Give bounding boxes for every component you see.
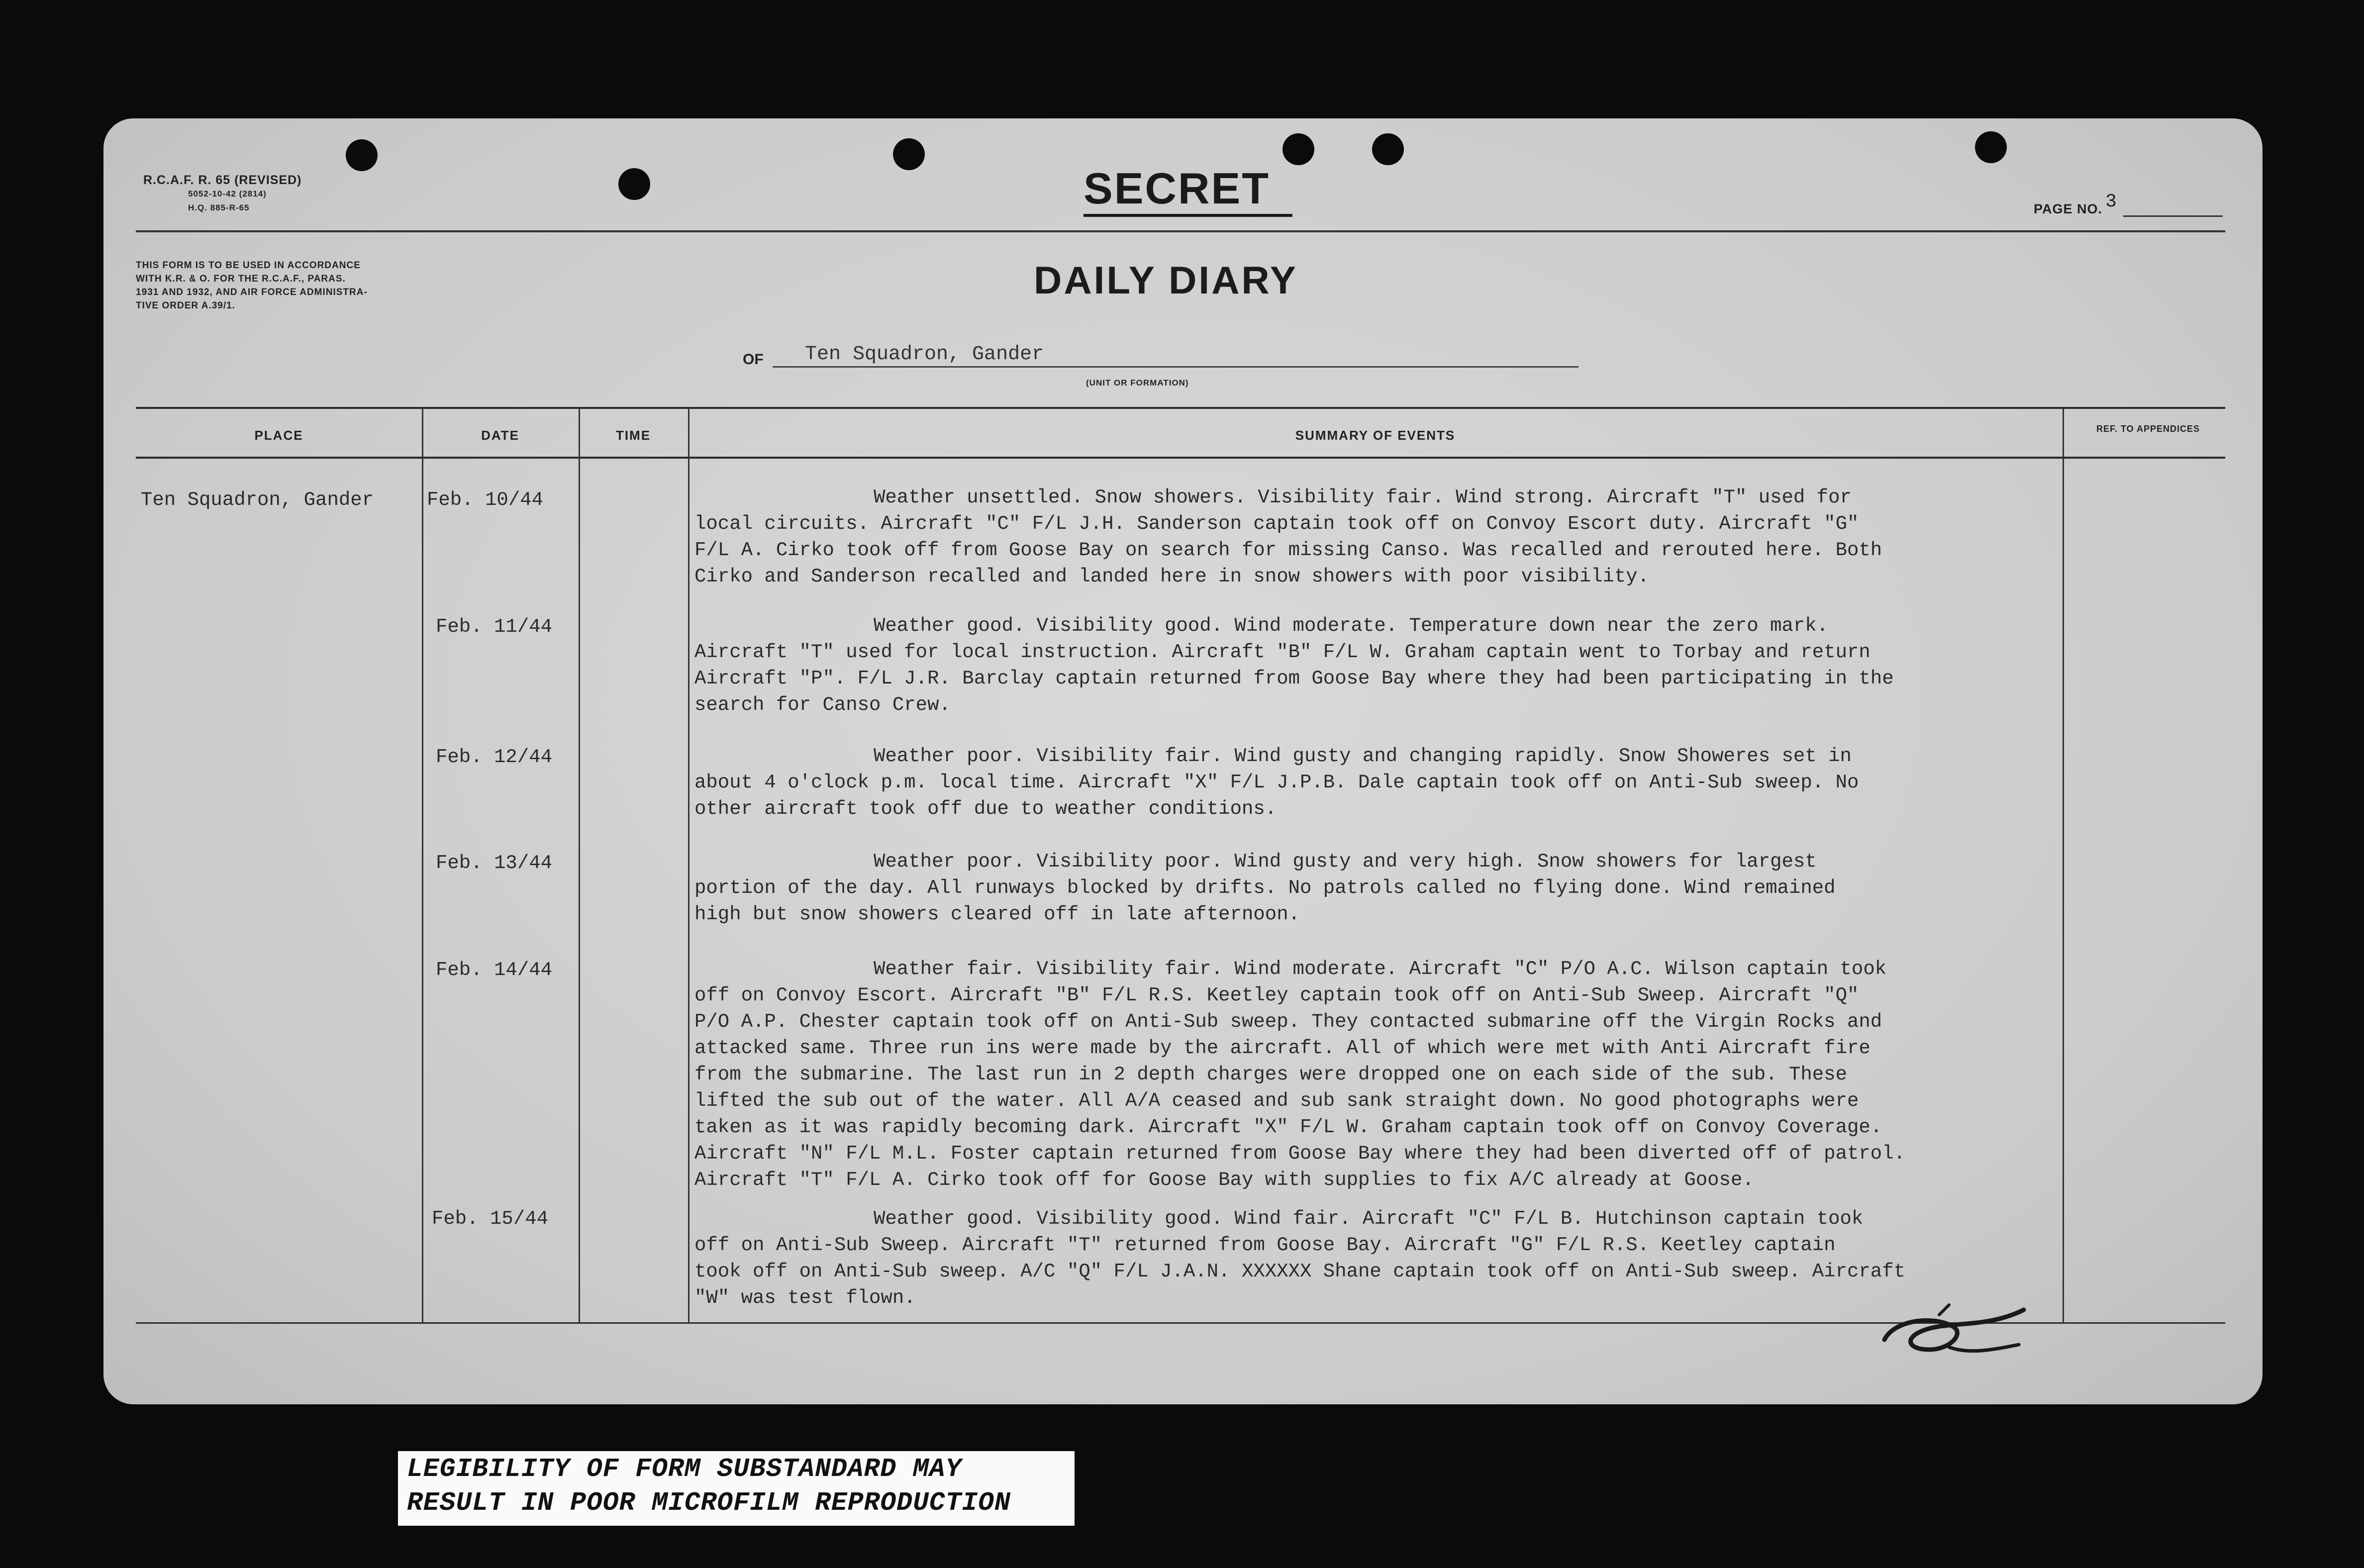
entry-date: Feb. 10/44 [427,489,544,511]
table-top-rule [136,407,2225,409]
place-value: Ten Squadron, Gander [141,489,374,511]
diary-sheet [103,118,2263,1404]
unit-value: Ten Squadron, Gander [805,343,1044,366]
page-number-field [2034,191,2117,219]
punch-hole [1282,133,1314,165]
page-number-label: PAGE NO. [2034,201,2103,216]
column-divider [422,407,423,1322]
diary-entry: Weather poor. Visibility poor. Wind gusty and very high. Snow showers for largest portion of the day. All runways blocked by drifts. No patrols called no flying done. Wind remained high but snow showers cleared off in late afternoon. [694,851,1836,925]
column-header-summary: SUMMARY OF EVENTS [1295,428,1456,443]
entry-date: Feb. 14/44 [436,959,553,981]
punch-hole [1975,131,2007,163]
microfilm-legibility-stamp: LEGIBILITY OF FORM SUBSTANDARD MAY RESULT IN POOR MICROFILM REPRODUCTION [398,1451,1075,1526]
punch-hole [346,139,378,171]
entry-date: Feb. 13/44 [436,852,553,874]
page-number-value: 3 [2105,191,2117,212]
column-divider [579,407,580,1322]
unit-caption: (UNIT OR FORMATION) [1086,378,1189,388]
column-header-date: DATE [481,428,519,443]
punch-hole [618,168,650,200]
column-header-time: TIME [615,428,651,443]
unit-underline [773,366,1578,368]
unit-of-label: OF [743,351,764,368]
form-instructions: THIS FORM IS TO BE USED IN ACCORDANCE WITH K.R. & O. FOR THE R.C.A.F., PARAS. 1931 AND 1932, AND AIR FORCE ADMINISTRA- TIVE ORDER A.39/1. [136,260,368,311]
entry-date: Feb. 15/44 [432,1208,549,1230]
diary-entry: Weather good. Visibility good. Wind moderate. Temperature down near the zero mark. Aircraft "T" used for local instruction. Aircraft "B" F/L W. Graham captain went to Torbay and return Aircraft "P". F/L J.R. Barclay captain returned from Goose Bay where they had been participating in the search for Canso Crew. [694,615,1894,716]
classification-underline [1084,214,1292,217]
form-identifier: R.C.A.F. R. 65 (REVISED) 5052-10-42 (2814) H.Q. 885-R-65 [143,173,302,212]
diary-entry: Weather unsettled. Snow showers. Visibility fair. Wind strong. Aircraft "T" used for local circuits. Aircraft "C" F/L J.H. Sanderson captain took off on Convoy Escort duty. Aircraft "G" F/L A. Cirko took off from Goose Bay on search for missing Canso. Was recalled and rerouted here. Both Cirko and Sanderson recalled and landed here in snow showers with poor visibility. [694,487,1882,588]
diary-entry: Weather fair. Visibility fair. Wind moderate. Aircraft "C" P/O A.C. Wilson captain took off on Convoy Escort. Aircraft "B" F/L R.S. Keetley captain took off on Anti-Sub Sweep. Aircraft "Q" P/O A.P. Chester captain took off on Anti-Sub sweep. They contacted submarine off the Virgin Rocks and attacked same. Three run ins were made by the aircraft. All of which were met with Anti Aircraft fire from the submarine. The last run in 2 depth charges were dropped one on each side of the sub. These lifted the sub out of the water. All A/A ceased and sub sank straight down. No good photographs were taken as it was rapidly becoming dark. Aircraft "X" F/L W. Graham captain took off on Convoy Coverage. Aircraft "N" F/L M.L. Foster captain returned from Goose Bay where they had been diverted off of patrol. Aircraft "T" F/L A. Cirko took off for Goose Bay with supplies to fix A/C already at Goose. [694,958,1905,1191]
column-header-ref: REF. TO APPENDICES [2096,424,2200,434]
entry-date: Feb. 12/44 [436,746,553,768]
punch-hole [893,138,925,170]
column-divider [688,407,690,1322]
classification-label: SECRET [1084,164,1270,213]
signature-initials [1874,1300,2034,1370]
column-header-place: PLACE [254,428,303,443]
diary-entry: Weather poor. Visibility fair. Wind gusty and changing rapidly. Snow Showeres set in about 4 o'clock p.m. local time. Aircraft "X" F/L J.P.B. Dale captain took off on Anti-Sub sweep. No other aircraft took off due to weather conditions. [694,745,1859,820]
punch-hole [1372,133,1404,165]
header-divider [136,230,2225,232]
form-title: DAILY DIARY [1034,258,1298,302]
entry-date: Feb. 11/44 [436,616,553,638]
diary-entry: Weather good. Visibility good. Wind fair. Aircraft "C" F/L B. Hutchinson captain took off on Anti-Sub Sweep. Aircraft "T" returned from Goose Bay. Aircraft "G" F/L R.S. Keetley captain took off on Anti-Sub sweep. A/C "Q" F/L J.A.N. XXXXXX Shane captain took off on Anti-Sub sweep. Aircraft "W" was test flown. [694,1208,1905,1309]
page-number-underline [2123,215,2223,217]
table-header-rule [136,457,2225,459]
